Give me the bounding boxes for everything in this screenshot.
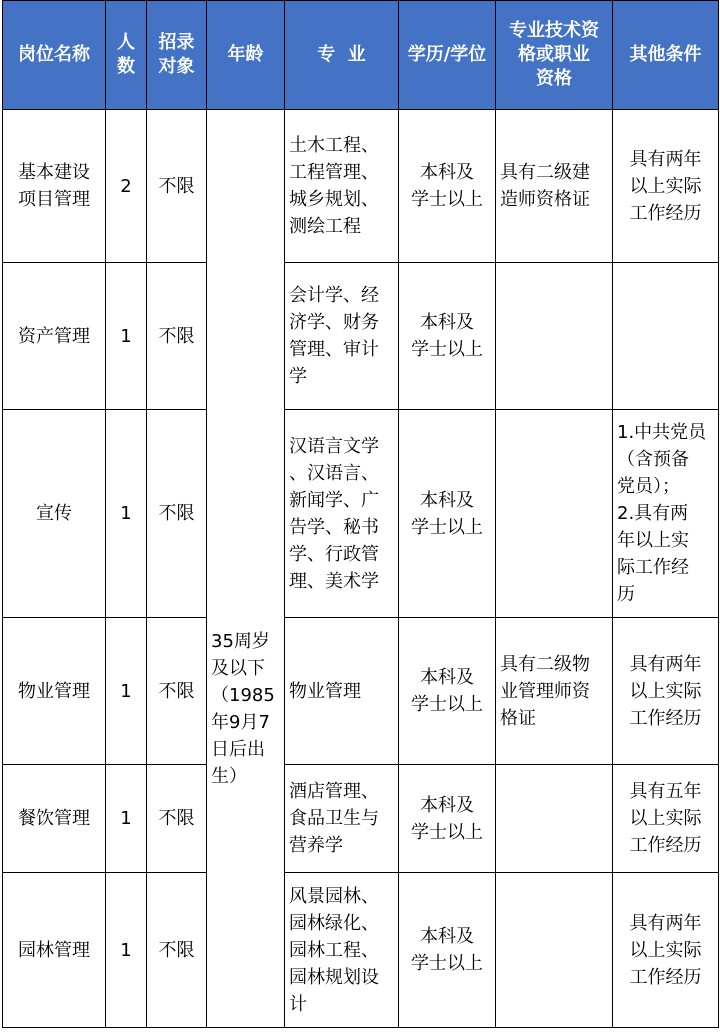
table-row — [3, 110, 719, 263]
cell-qualification: 具有二级建 造师资格证 — [496, 110, 613, 263]
cell-target: 不限 — [147, 618, 207, 765]
cell-major: 土木工程、 工程管理、 城乡规划、 测绘工程 — [285, 110, 399, 263]
cell-major: 会计学、经 济学、财务 管理、审计 学 — [285, 263, 399, 410]
cell-qualification — [496, 263, 613, 410]
cell-education: 本科及 学士以上 — [399, 263, 496, 410]
table-row — [3, 765, 719, 873]
header-age: 年龄 — [207, 1, 285, 110]
cell-count: 1 — [106, 873, 147, 1028]
cell-target: 不限 — [147, 263, 207, 410]
cell-major: 酒店管理、 食品卫生与 营养学 — [285, 765, 399, 873]
cell-target: 不限 — [147, 873, 207, 1028]
cell-position: 餐饮管理 — [3, 765, 106, 873]
cell-qualification — [496, 410, 613, 618]
cell-education: 本科及 学士以上 — [399, 618, 496, 765]
cell-major: 汉语言文学 、汉语言、 新闻学、广 告学、秘书 学、行政管 理、美术学 — [285, 410, 399, 618]
header-target: 招录 对象 — [147, 1, 207, 110]
cell-education: 本科及 学士以上 — [399, 410, 496, 618]
cell-other: 1.中共党员 （含预备 党员）； 2.具有两 年以上实 际工作经 历 — [613, 410, 719, 618]
header-qualification: 专业技术资 格或职业 资格 — [496, 1, 613, 110]
cell-qualification: 具有二级物 业管理师资 格证 — [496, 618, 613, 765]
cell-age: 35周岁 及以下 （1985 年9月7 日后出 生） — [207, 110, 285, 1028]
cell-target: 不限 — [147, 765, 207, 873]
header-major: 专 业 — [285, 1, 399, 110]
recruitment-table — [2, 0, 719, 1028]
cell-position: 资产管理 — [3, 263, 106, 410]
cell-qualification — [496, 873, 613, 1028]
cell-other: 具有两年 以上实际 工作经历 — [613, 110, 719, 263]
table-row — [3, 263, 719, 410]
cell-count: 1 — [106, 618, 147, 765]
header-education: 学历/学位 — [399, 1, 496, 110]
cell-major: 风景园林、 园林绿化、 园林工程、 园林规划设 计 — [285, 873, 399, 1028]
cell-target: 不限 — [147, 110, 207, 263]
cell-position: 宣传 — [3, 410, 106, 618]
cell-education: 本科及 学士以上 — [399, 110, 496, 263]
cell-count: 1 — [106, 410, 147, 618]
cell-count: 1 — [106, 263, 147, 410]
cell-education: 本科及 学士以上 — [399, 873, 496, 1028]
cell-target: 不限 — [147, 410, 207, 618]
cell-position: 基本建设 项目管理 — [3, 110, 106, 263]
table-row — [3, 873, 719, 1028]
cell-major: 物业管理 — [285, 618, 399, 765]
cell-other — [613, 263, 719, 410]
cell-other: 具有五年 以上实际 工作经历 — [613, 765, 719, 873]
cell-count: 2 — [106, 110, 147, 263]
header-row — [3, 1, 719, 110]
cell-count: 1 — [106, 765, 147, 873]
cell-position: 物业管理 — [3, 618, 106, 765]
header-position: 岗位名称 — [3, 1, 106, 110]
cell-other: 具有两年 以上实际 工作经历 — [613, 618, 719, 765]
header-other: 其他条件 — [613, 1, 719, 110]
table-row — [3, 618, 719, 765]
header-count: 人 数 — [106, 1, 147, 110]
cell-position: 园林管理 — [3, 873, 106, 1028]
cell-other: 具有两年 以上实际 工作经历 — [613, 873, 719, 1028]
table-row — [3, 410, 719, 618]
cell-education: 本科及 学士以上 — [399, 765, 496, 873]
cell-qualification — [496, 765, 613, 873]
